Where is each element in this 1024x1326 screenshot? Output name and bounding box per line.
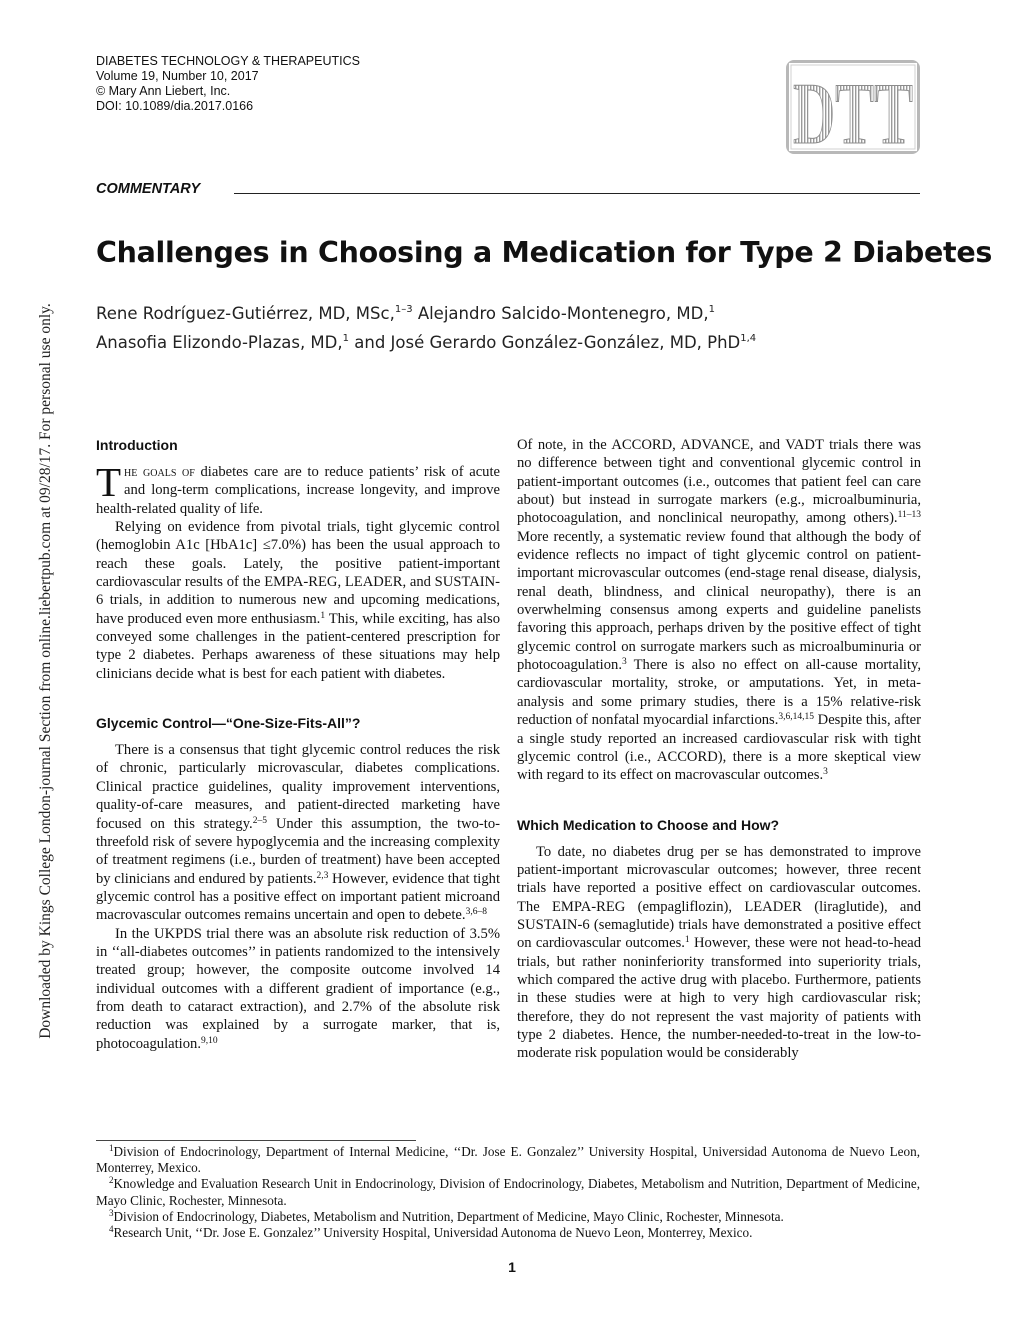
citation: 2–5 [252,815,267,826]
footnote-text: Research Unit, ‘‘Dr. Jose E. Gonzalez’’ University Hospital, Universidad Autonoma de Nuevo Leon, Monterrey, Mexico. [113,1225,753,1241]
paragraph-text: This, while exciting, has also conveyed some challenges in the patient-centered prescription for type 2 diabetes. Perhaps awareness of these situations may help clinicians decide what is best for each patient with diabetes. [96,610,500,682]
download-sidebar [22,256,70,1086]
author-affiliation: 1,4 [740,333,757,344]
intro-paragraph-2 [96,518,500,683]
glycemic-paragraph-2a [96,925,500,1053]
citation: 2,3 [316,870,329,881]
section-gap [96,683,500,714]
journal-logo-art [789,63,917,163]
section-gap [517,785,921,816]
download-notice: Downloaded by Kings College London-journal Section from online.liebertpub.com at 09/28/17. For personal use only. [37,303,54,1039]
medication-paragraph-1 [517,843,921,1063]
author-name: Rene Rodríguez-Gutiérrez, MD, MSc, [96,304,395,323]
logo-text: DTT [793,66,913,163]
footnote-text: Knowledge and Evaluation Research Unit in Endocrinology, Division of Endocrinology, Diabetes, Metabolism and Nutrition, Department of Medicine, Mayo Clinic, Rochester, Minnesota. [96,1176,920,1208]
footnote-text: Division of Endocrinology, Department of Internal Medicine, ‘‘Dr. Jose E. Gonzalez’’ University Hospital, Universidad Autonoma de Nuevo Leon, Monterrey, Mexico. [96,1144,920,1176]
paragraph-text: Despite this, after a single study reported an increased cardiovascular risk with tight glycemic control (i.e., ACCORD), there is a more skeptical view with regard to its effect on macrovascular outcomes. [517,712,922,784]
heading-introduction: Introduction [96,437,178,453]
footnote [96,1209,920,1225]
copyright: © Mary Ann Liebert, Inc. [96,84,231,98]
author-affiliation: 1 [708,304,715,315]
affiliation-footnotes [96,1144,920,1241]
author-affiliation: 1–3 [394,304,413,315]
paragraph-text: Relying on evidence from pivotal trials, tight glycemic control (hemoglobin A1c [HbA1c] ≤7.0%) has been the usual approach to reach these goals. Lately, the positive patient-important cardiovascular results of the EMPA-REG, LEADER, and SUSTAIN-6 trials, in addition to numerous new and upcoming medications, have produced even more enthusiasm. [96,519,500,627]
left-column [96,436,500,1053]
footnote-number: 1 [109,1143,114,1153]
footnote-divider [96,1140,416,1141]
right-column [517,436,921,1063]
citation: 3 [823,767,828,778]
citation: 9,10 [200,1035,218,1046]
paragraph-text: However, evidence that tight glycemic control has a positive effect on important patient microand macrovascular outcomes remains uncertain and open to debete. [96,870,501,924]
doi: DOI: 10.1089/dia.2017.0166 [96,99,254,113]
paragraph-text: Under this assumption, the two-to-threefold risk of severe hypoglycemia and the increasing complexity of treatment regimens (i.e., burden of treatment) have been accepted by clinicians and endured by patients. [96,815,500,887]
author-conjunction: and [354,333,386,352]
citation: 3 [621,657,627,668]
small-caps-lead: he goals of [124,464,195,480]
paragraph-text: There is a consensus that tight glycemic control reduces the risk of chronic, particularly microvascular, diabetes complications. Clinical practice guidelines, quality improvement interventions, quality-of-care measures, and patient-directed marketing have focused on this strategy. [96,742,500,832]
author-name: Anasofia Elizondo-Plazas, MD, [96,333,343,352]
paragraph-text: More recently, a systematic review found that although the body of evidence reflects no impact of tight glycemic control on patient-important microvascular outcomes (end-stage renal disease, dialysis, renal death, blindness, and clinical neuropathy), there is an overwhelming consensus among experts and guideline panelists favoring this approach, perhaps driven by the positive effect of tight glycemic control on surrogate markers such as microalbuminuria or photocoagulation. [517,528,921,674]
intro-paragraph-1 [96,459,501,518]
citation: 11–13 [897,510,921,521]
paragraph-text: Of note, in the ACCORD, ADVANCE, and VADT trials there was no difference between tight and conventional glycemic control in patient-important outcomes (i.e., outcomes that patient feel can care about) but instead in surrogate markers (e.g., microalbuminuria, photocoagulation, and nonclinical neuropathy, among others). [517,437,921,527]
author-name: Alejandro Salcido-Montenegro, MD, [417,304,709,323]
citation: 3,6–8 [465,907,487,918]
footnote-text: Division of Endocrinology, Diabetes, Metabolism and Nutrition, Department of Medicine, Mayo Clinic, Rochester, Minnesota. [113,1208,784,1224]
journal-volume: Volume 19, Number 10, 2017 [96,69,259,83]
journal-logo [786,60,920,163]
drop-cap: T [96,459,122,505]
masthead [96,54,360,114]
paragraph-text: In the UKPDS trial there was an absolute risk reduction of 3.5% in ‘‘all-diabetes outcomes’’ in patients randomized to the intensively treated group; however, the composite outcome involved 14 individual outcomes with a different gradient of importance (e.g., from death to cataract extraction), and 2.7% of the absolute risk reduction was explained by a surrogate marker, that is, photocoagulation. [96,925,500,1052]
journal-name: DIABETES TECHNOLOGY & THERAPEUTICS [96,54,360,68]
heading-glycemic-control: Glycemic Control—“One-Size-Fits-All”? [96,715,361,732]
author-name: José Gerardo González-González, MD, PhD [390,333,741,352]
paragraph-text: There is also no effect on all-cause mortality, cardiovascular mortality, stroke, or amputations. Yet, in meta-analysis and some primary studies, there is a 15% relative-risk reduction of nonfatal myocardial infarctions. [517,657,921,729]
footnote [96,1225,920,1241]
paragraph-text: diabetes care are to reduce patients’ risk of acute and long-term complications, increase longevity, and improve health-related quality of life. [96,464,501,517]
glycemic-paragraph-1 [96,741,500,924]
citation: 3,6,14,15 [778,712,815,723]
footnote-number: 4 [109,1224,114,1235]
article-title: Challenges in Choosing a Medication for Type 2 Diabetes [96,236,993,269]
section-label: COMMENTARY [96,181,201,197]
page-number: 1 [508,1259,516,1275]
heading-which-medication: Which Medication to Choose and How? [517,816,780,833]
footnote [96,1176,920,1208]
footnote [96,1144,920,1176]
paragraph-text: However, these were not head-to-head trials, but rather noninferiority transformed into superiority trials, which compared the active drug with placebo. Furthermore, patients in these studies were at high to very high cardiovascular risk; therefore, they do not represent the vast majority of patients with type 2 diabetes. Hence, the number-needed-to-treat in the low-to-moderate risk population would be considerably [517,935,921,1062]
section-divider [234,193,920,194]
author-line-1 [96,299,756,328]
footnote-number: 2 [109,1175,114,1186]
author-affiliation: 1 [342,333,349,344]
citation: 1 [320,610,326,621]
footnote-number: 3 [109,1207,114,1218]
glycemic-paragraph-2b [517,436,921,785]
author-line-2 [96,328,756,357]
author-list [96,299,756,357]
citation: 1 [684,935,690,946]
paragraph-text: To date, no diabetes drug per se has demonstrated to improve patient-important microvascular outcomes; however, three recent trials have reported a positive effect on cardiovascular outcomes. The EMPA-REG (empagliflozin), LEADER (liraglutide), and SUSTAIN-6 (semaglutide) trials have demonstrated a positive effect on cardiovascular outcomes. [517,843,921,952]
